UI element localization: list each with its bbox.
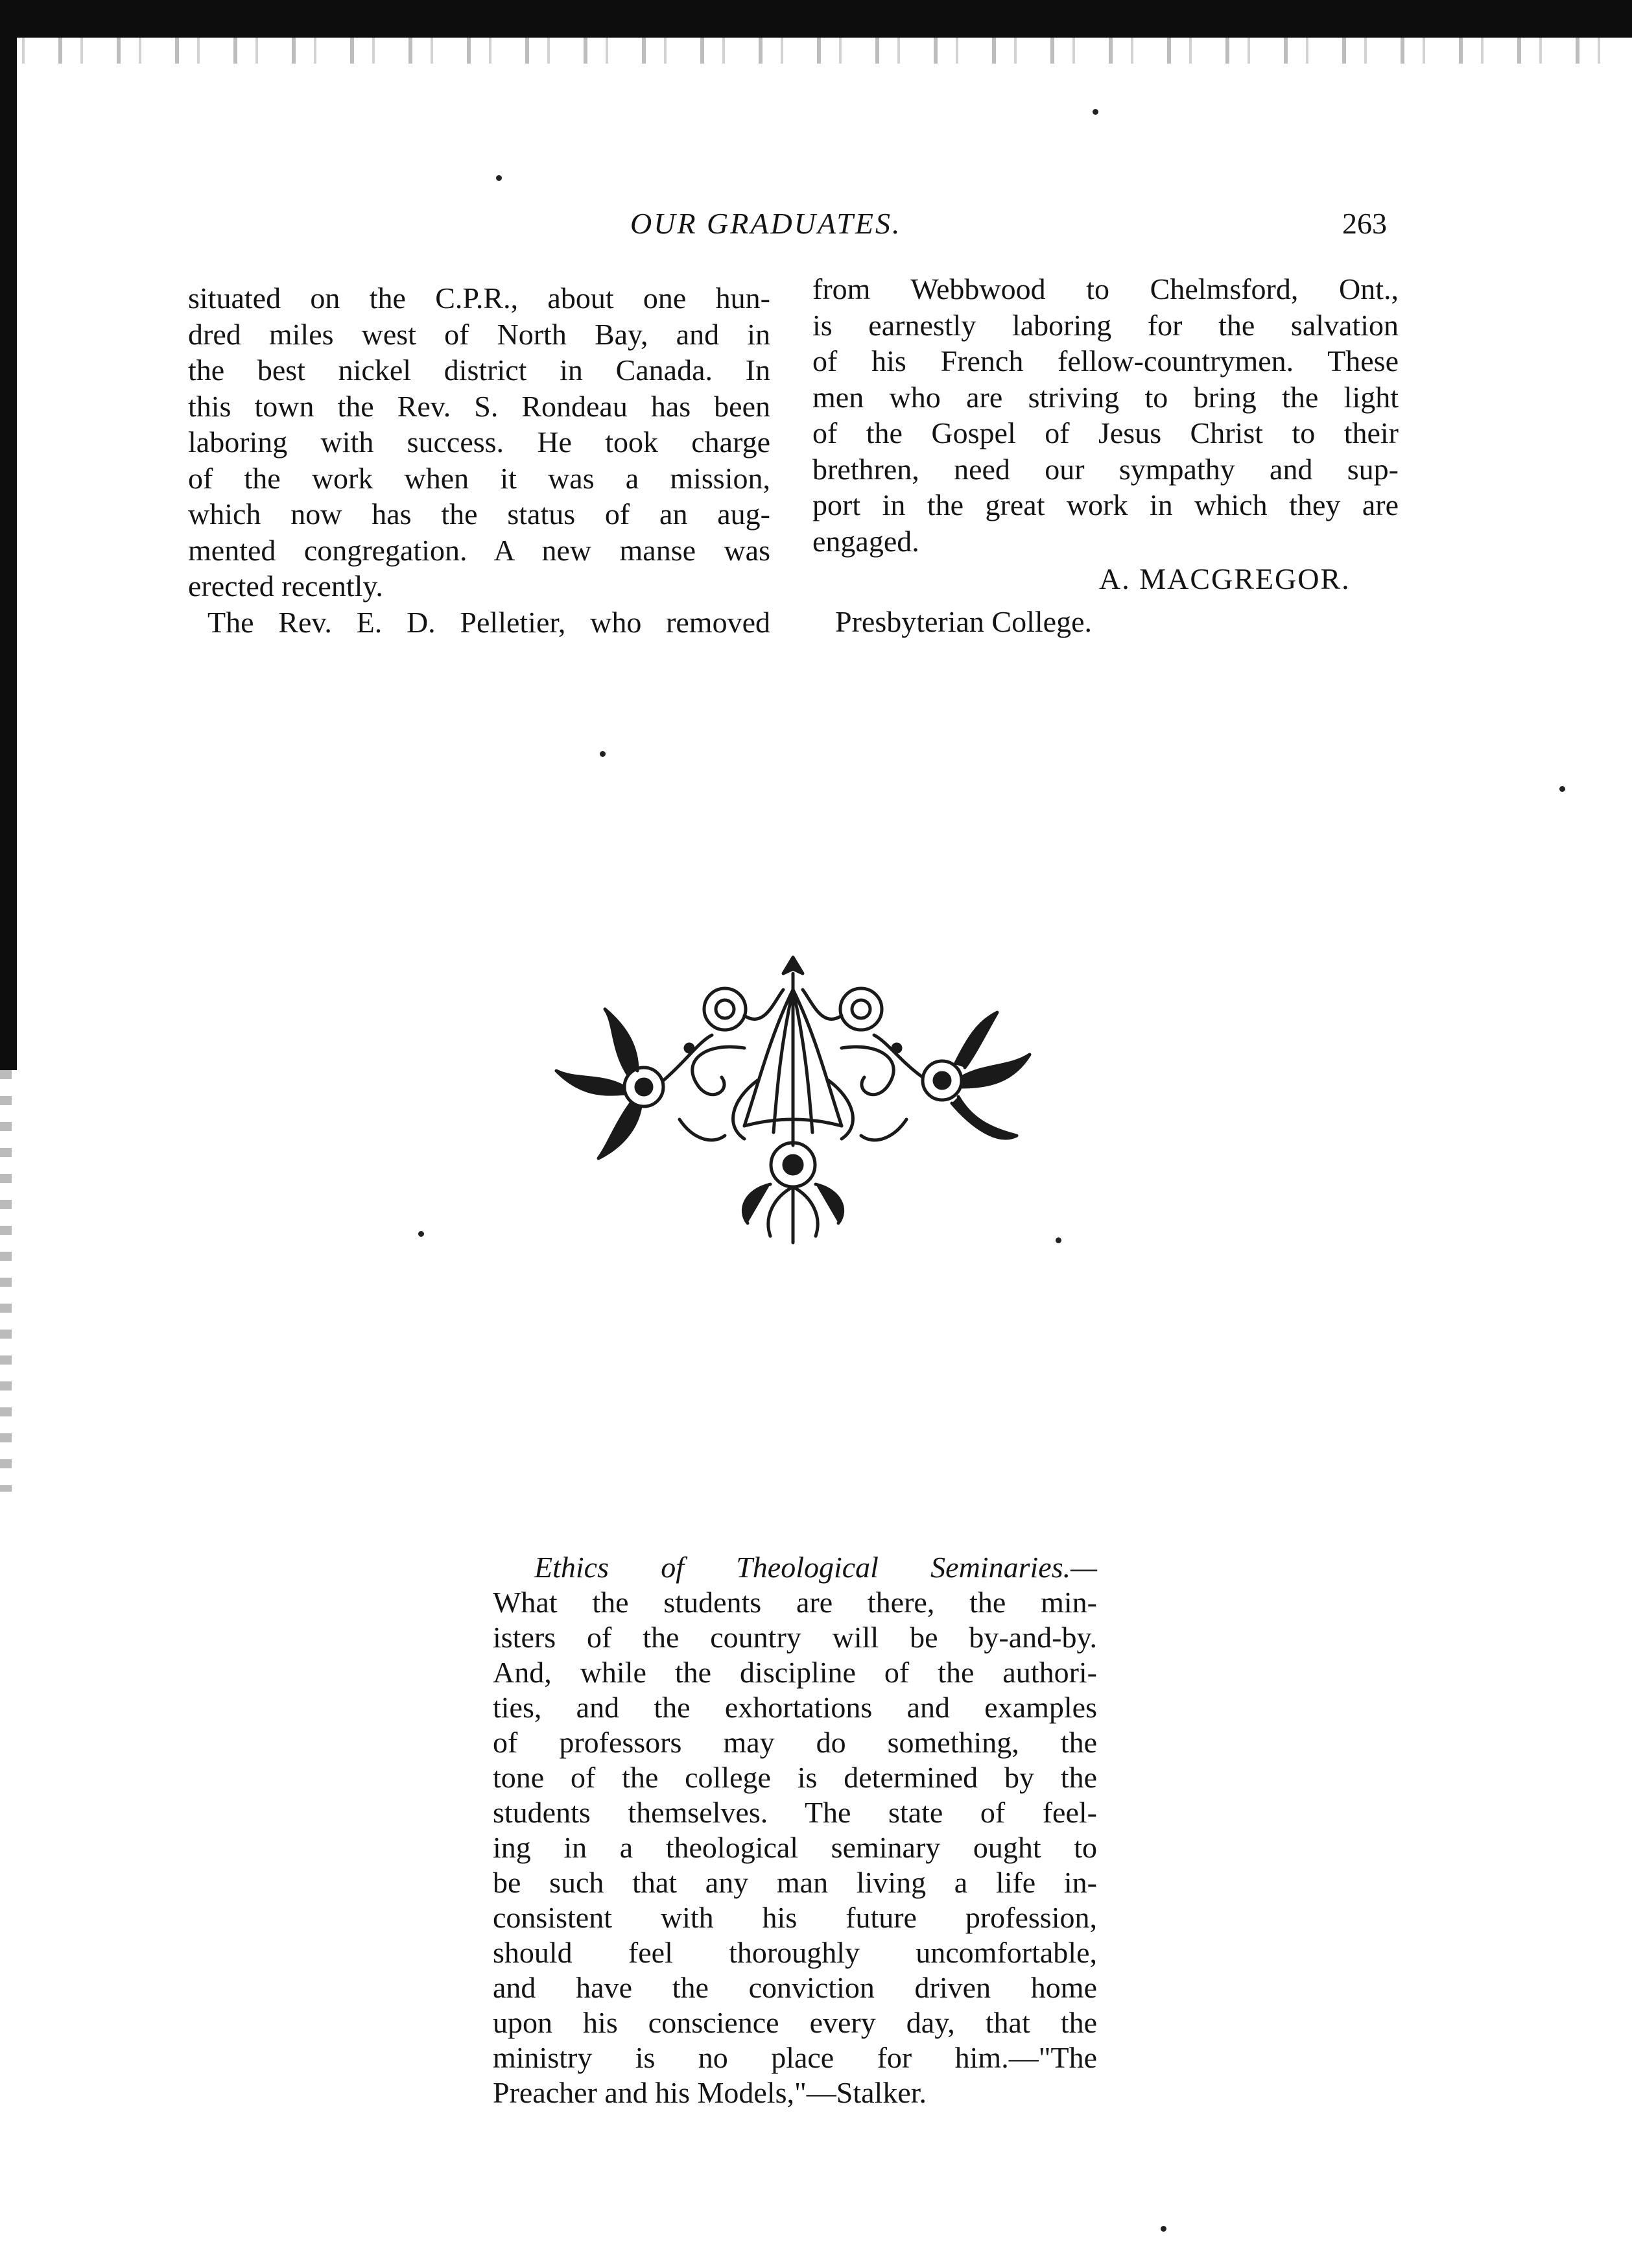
text-line: of his French fellow-countrymen. These	[812, 344, 1399, 377]
text-line: mented congregation. A new manse was	[188, 533, 770, 567]
scan-speck	[496, 175, 502, 181]
text-line: What the students are there, the min-	[493, 1586, 1097, 1619]
text-line: brethren, need our sympathy and sup-	[812, 452, 1399, 486]
scan-border-left	[0, 0, 17, 1070]
text-line: dred miles west of North Bay, and in	[188, 317, 770, 351]
text-line: students themselves. The state of feel-	[493, 1796, 1097, 1829]
text-line: ministry is no place for him.—"The	[493, 2041, 1097, 2074]
text-line: of professors may do something, the	[493, 1726, 1097, 1759]
text-line: upon his conscience every day, that the	[493, 2006, 1097, 2039]
text-line: be such that any man living a life in-	[493, 1866, 1097, 1899]
page-number: 263	[1342, 207, 1387, 240]
text-line: consistent with his future profession,	[493, 1901, 1097, 1934]
text-line: erected recently.	[188, 569, 383, 603]
quotation-title: Ethics of Theological Seminaries.—	[534, 1551, 1097, 1584]
scan-speck	[1093, 109, 1098, 115]
text-line: of the Gospel of Jesus Christ to their	[812, 416, 1399, 449]
author-affiliation: Presbyterian College.	[835, 605, 1093, 638]
scan-speck	[600, 751, 606, 757]
scan-speck	[1056, 1237, 1061, 1243]
left-column	[188, 280, 770, 640]
text-line: and have the conviction driven home	[493, 1971, 1097, 2004]
author-signature: A. MACGREGOR.	[1099, 562, 1351, 595]
text-line: laboring with success. He took charge	[188, 425, 770, 459]
text-line: port in the great work in which they are	[812, 488, 1399, 521]
scan-speck	[1559, 786, 1565, 792]
scan-speck	[418, 1231, 424, 1237]
text-line: is earnestly laboring for the salvation	[812, 308, 1399, 342]
floral-ornament-icon	[550, 951, 1036, 1249]
text-line: which now has the status of an aug-	[188, 497, 770, 531]
text-line: isters of the country will be by-and-by.	[493, 1621, 1097, 1654]
text-line: situated on the C.P.R., about one hun-	[188, 281, 770, 315]
text-line: the best nickel district in Canada. In	[188, 353, 770, 387]
text-line: And, while the discipline of the authori-	[493, 1656, 1097, 1689]
text-line: engaged.	[812, 524, 919, 558]
text-line: ing in a theological seminary ought to	[493, 1831, 1097, 1864]
text-line: tone of the college is determined by the	[493, 1761, 1097, 1794]
quotation-block	[493, 1550, 1097, 2110]
right-column	[812, 271, 1399, 559]
scan-speck	[1161, 2226, 1166, 2232]
text-line: should feel thoroughly uncomfortable,	[493, 1936, 1097, 1969]
text-line: men who are striving to bring the light	[812, 380, 1399, 414]
text-line: Preacher and his Models,"—Stalker.	[493, 2076, 927, 2109]
text-line: this town the Rev. S. Rondeau has been	[188, 389, 770, 423]
scan-noise-top	[0, 38, 1632, 64]
text-line: ties, and the exhortations and examples	[493, 1691, 1097, 1724]
text-line: The Rev. E. D. Pelletier, who removed	[207, 605, 770, 639]
scan-border-top	[0, 0, 1632, 38]
scan-noise-left	[0, 1070, 12, 1492]
text-line: from Webbwood to Chelmsford, Ont.,	[812, 272, 1399, 305]
text-line: of the work when it was a mission,	[188, 461, 770, 495]
running-title: OUR GRADUATES.	[630, 207, 902, 240]
